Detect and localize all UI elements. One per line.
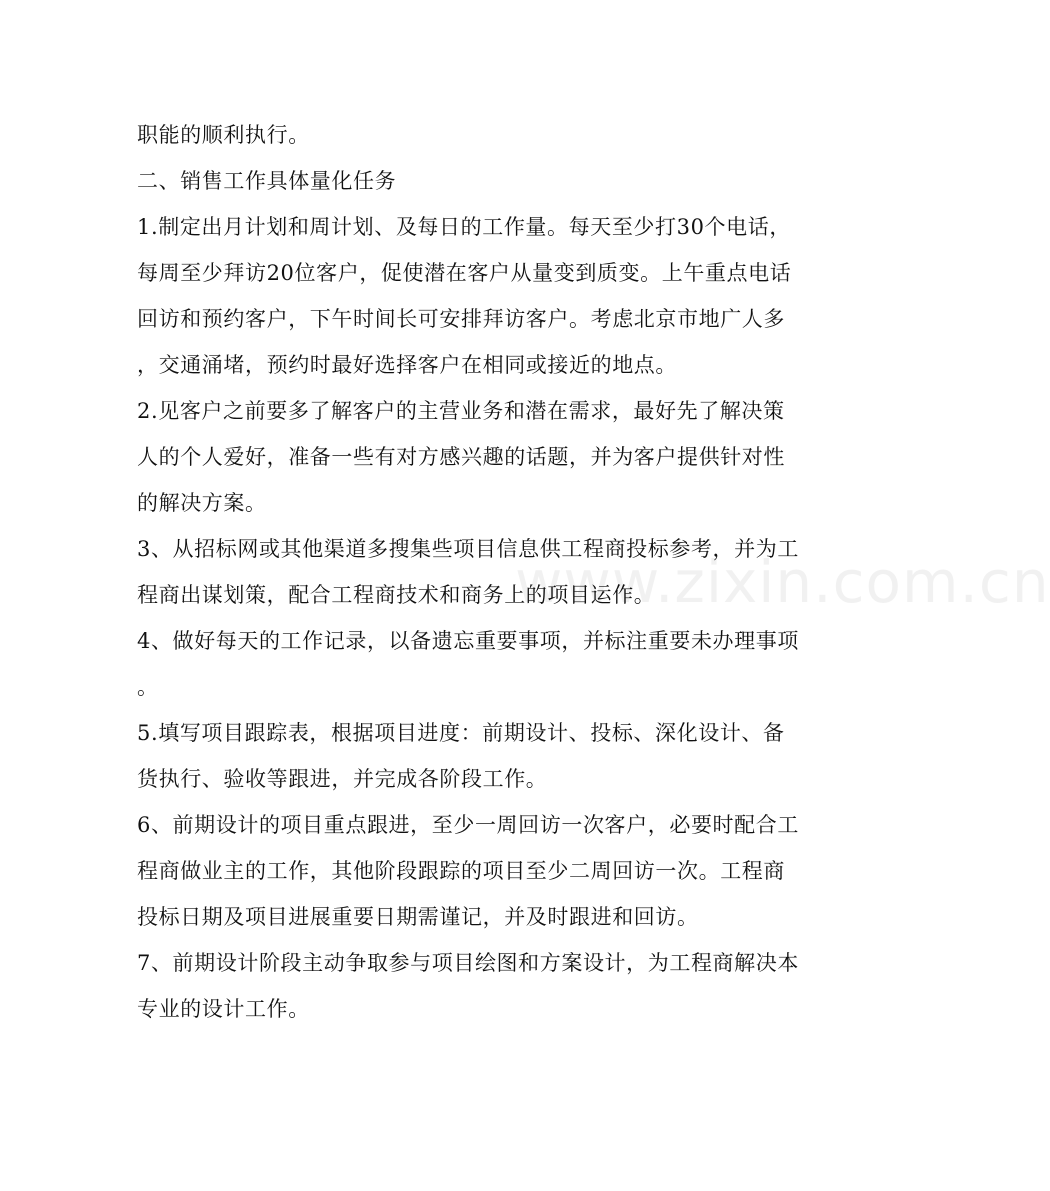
- text-line: 职能的顺利执行。: [137, 123, 310, 147]
- text-line: 2.见客户之前要多了解客户的主营业务和潜在需求，最好先了解决策: [137, 399, 785, 423]
- text-line: ，交通涌堵，预约时最好选择客户在相同或接近的地点。: [137, 353, 677, 377]
- text-line: 。: [137, 675, 159, 699]
- text-line: 7、前期设计阶段主动争取参与项目绘图和方案设计，为工程商解决本: [137, 951, 799, 975]
- text-line: 4、做好每天的工作记录，以备遗忘重要事项，并标注重要未办理事项: [137, 629, 799, 653]
- text-line: 每周至少拜访20位客户，促使潜在客户从量变到质变。上午重点电话: [137, 261, 792, 285]
- text-line: 5.填写项目跟踪表，根据项目进度：前期设计、投标、深化设计、备: [137, 721, 785, 745]
- text-line: 货执行、验收等跟进，并完成各阶段工作。: [137, 767, 548, 791]
- text-line: 专业的设计工作。: [137, 997, 310, 1021]
- text-line: 人的个人爱好，准备一些有对方感兴趣的话题，并为客户提供针对性: [137, 445, 785, 469]
- document-body: [137, 112, 799, 1032]
- text-line: 程商做业主的工作，其他阶段跟踪的项目至少二周回访一次。工程商: [137, 859, 785, 883]
- text-line: 6、前期设计的项目重点跟进，至少一周回访一次客户，必要时配合工: [137, 813, 799, 837]
- text-line: 程商出谋划策，配合工程商技术和商务上的项目运作。: [137, 583, 656, 607]
- text-line: 3、从招标网或其他渠道多搜集些项目信息供工程商投标参考，并为工: [137, 537, 799, 561]
- text-line: 投标日期及项目进展重要日期需谨记，并及时跟进和回访。: [137, 905, 699, 929]
- watermark: www.zixin.com.cn: [515, 548, 1050, 616]
- text-line: 的解决方案。: [137, 491, 267, 515]
- text-line: 1.制定出月计划和周计划、及每日的工作量。每天至少打30个电话，: [137, 215, 791, 239]
- section-heading: 二、销售工作具体量化任务: [137, 169, 397, 193]
- text-line: 回访和预约客户，下午时间长可安排拜访客户。考虑北京市地广人多: [137, 307, 785, 331]
